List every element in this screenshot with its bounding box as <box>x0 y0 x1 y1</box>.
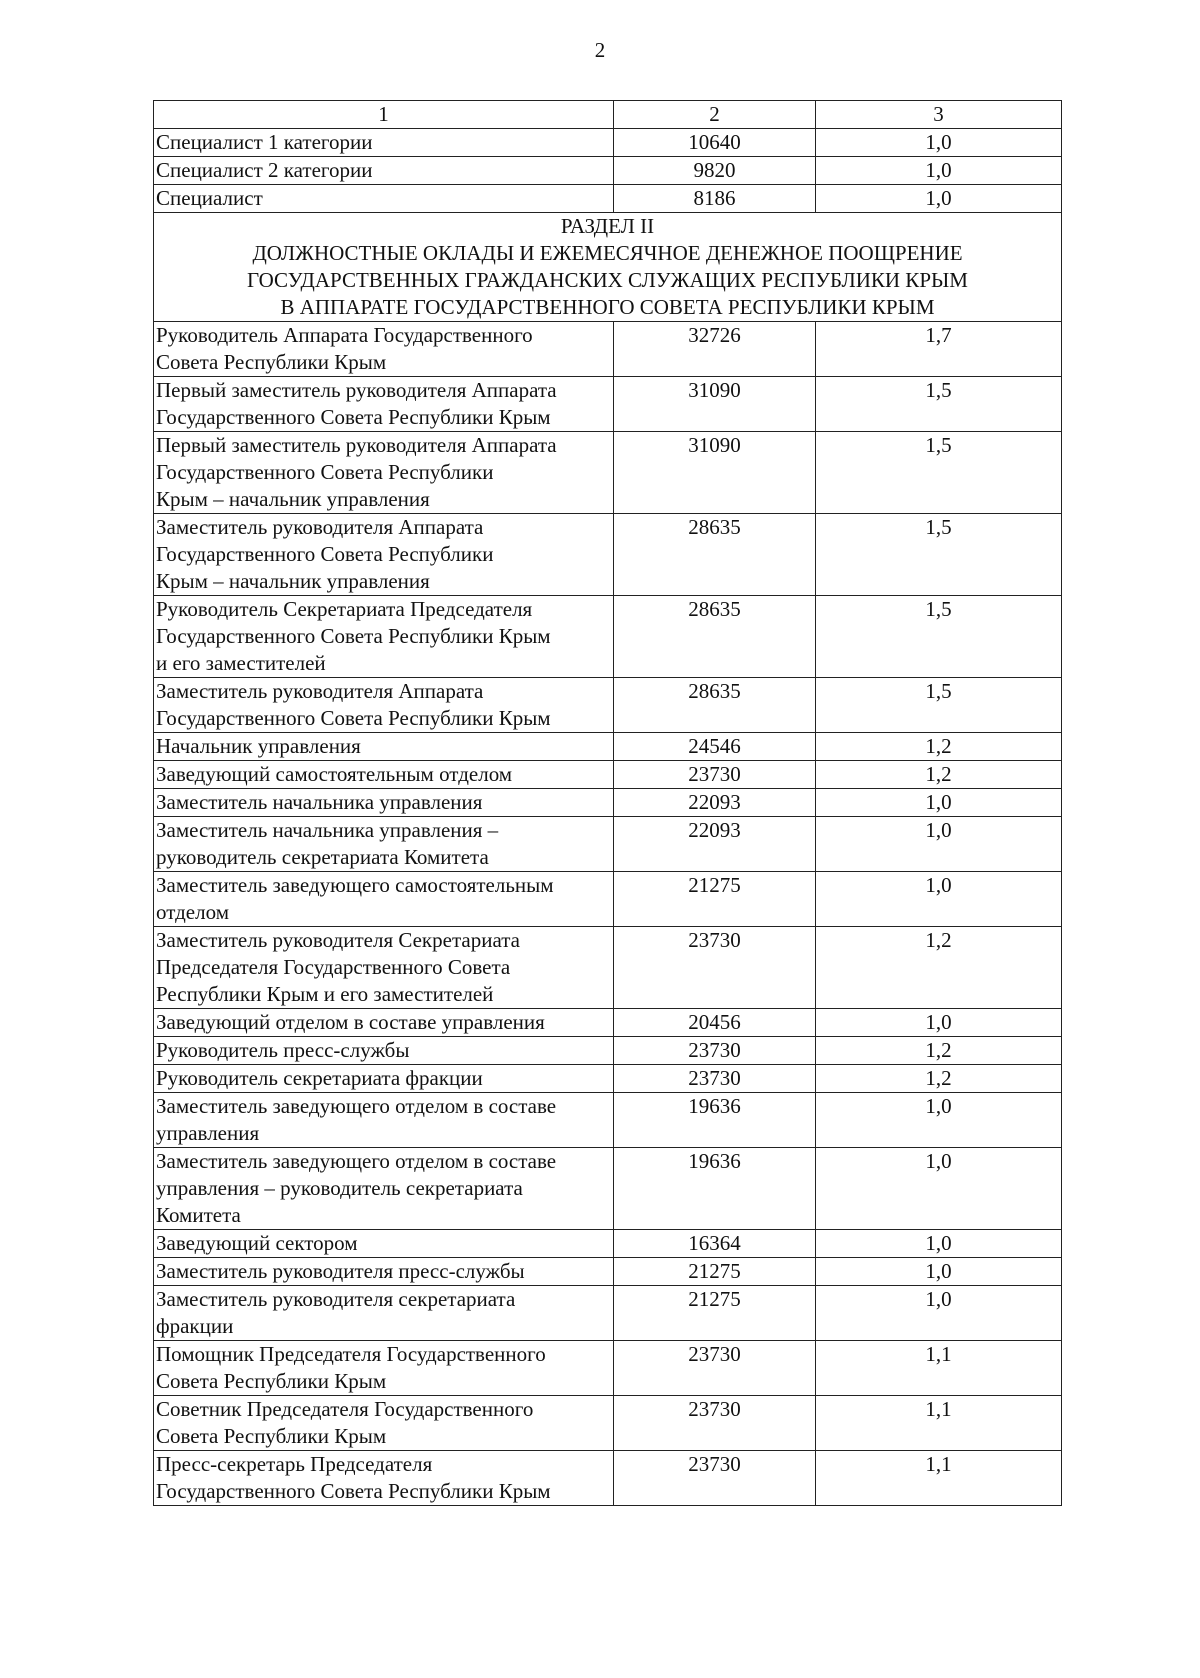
position-name: Специалист 1 категории <box>154 129 614 157</box>
position-name-line: Заместитель руководителя Аппарата <box>156 515 484 539</box>
position-name-line: Заместитель начальника управления <box>156 790 483 814</box>
position-name-line: управления <box>156 1121 260 1145</box>
coefficient-value: 1,5 <box>816 596 1062 678</box>
table-row <box>154 678 1062 733</box>
table-row <box>154 1286 1062 1341</box>
position-name <box>154 596 614 678</box>
position-name: Специалист <box>154 185 614 213</box>
position-name-line: Государственного Совета Республики Крым <box>156 405 551 429</box>
salary-value: 22093 <box>614 817 816 872</box>
table-row <box>154 761 1062 789</box>
salary-value: 21275 <box>614 872 816 927</box>
position-name-line: Государственного Совета Республики Крым <box>156 1479 551 1503</box>
salary-value: 28635 <box>614 596 816 678</box>
table-row <box>154 432 1062 514</box>
salary-value: 23730 <box>614 1341 816 1396</box>
position-name <box>154 1230 614 1258</box>
position-name-line: Первый заместитель руководителя Аппарата <box>156 378 557 402</box>
column-header-2: 2 <box>614 101 816 129</box>
position-name-line: Руководитель секретариата фракции <box>156 1066 483 1090</box>
page-number: 2 <box>594 38 606 62</box>
position-name <box>154 678 614 733</box>
salary-value: 23730 <box>614 1451 816 1506</box>
position-name <box>154 1037 614 1065</box>
position-name-line: Заместитель руководителя Аппарата <box>156 679 484 703</box>
position-name-line: Руководитель Секретариата Председателя <box>156 597 533 621</box>
salary-value: 23730 <box>614 761 816 789</box>
table-row <box>154 927 1062 1009</box>
salary-value: 24546 <box>614 733 816 761</box>
coefficient-value: 1,5 <box>816 514 1062 596</box>
position-name-line: Советник Председателя Государственного <box>156 1397 534 1421</box>
table-row <box>154 1065 1062 1093</box>
column-header-row <box>154 101 1062 129</box>
position-name-line: и его заместителей <box>156 651 326 675</box>
position-name: Специалист 2 категории <box>154 157 614 185</box>
position-name-line: отделом <box>156 900 229 924</box>
coefficient-value: 1,2 <box>816 761 1062 789</box>
position-name-line: Заместитель руководителя пресс-службы <box>156 1259 525 1283</box>
position-name-line: Заведующий сектором <box>156 1231 358 1255</box>
coefficient-value: 1,2 <box>816 1037 1062 1065</box>
coefficient-value: 1,0 <box>816 872 1062 927</box>
position-name-line: Руководитель пресс-службы <box>156 1038 410 1062</box>
table-row <box>154 1451 1062 1506</box>
salary-value: 23730 <box>614 927 816 1009</box>
salary-value: 28635 <box>614 514 816 596</box>
table-row <box>154 733 1062 761</box>
coefficient-value: 1,0 <box>816 129 1062 157</box>
salary-value: 32726 <box>614 322 816 377</box>
position-name-line: Заведующий самостоятельным отделом <box>156 762 513 786</box>
position-name <box>154 733 614 761</box>
position-name <box>154 1451 614 1506</box>
position-name-line: Заместитель заведующего самостоятельным <box>156 873 554 897</box>
position-name-line: Пресс-секретарь Председателя <box>156 1452 433 1476</box>
coefficient-value: 1,0 <box>816 1093 1062 1148</box>
table-row <box>154 1341 1062 1396</box>
salary-value: 8186 <box>614 185 816 213</box>
table-row <box>154 789 1062 817</box>
position-name-line: Государственного Совета Республики Крым <box>156 624 551 648</box>
coefficient-value: 1,2 <box>816 927 1062 1009</box>
position-name <box>154 927 614 1009</box>
salary-value: 20456 <box>614 1009 816 1037</box>
position-name-line: Помощник Председателя Государственного <box>156 1342 546 1366</box>
position-name <box>154 322 614 377</box>
coefficient-value: 1,0 <box>816 1230 1062 1258</box>
position-name-line: Заместитель руководителя Секретариата <box>156 928 520 952</box>
table-row <box>154 817 1062 872</box>
coefficient-value: 1,0 <box>816 817 1062 872</box>
salary-value: 9820 <box>614 157 816 185</box>
salary-value: 22093 <box>614 789 816 817</box>
table-row <box>154 872 1062 927</box>
position-name <box>154 1009 614 1037</box>
table-row <box>154 322 1062 377</box>
position-name <box>154 761 614 789</box>
column-header-1: 1 <box>154 101 614 129</box>
position-name <box>154 514 614 596</box>
position-name <box>154 1148 614 1230</box>
salary-value: 23730 <box>614 1065 816 1093</box>
position-name-line: Государственного Совета Республики Крым <box>156 706 551 730</box>
salary-value: 16364 <box>614 1230 816 1258</box>
position-name-line: Республики Крым и его заместителей <box>156 982 494 1006</box>
salary-value: 10640 <box>614 129 816 157</box>
coefficient-value: 1,0 <box>816 157 1062 185</box>
table-row <box>154 1258 1062 1286</box>
position-name-line: Заведующий отделом в составе управления <box>156 1010 545 1034</box>
table-row <box>154 185 1062 213</box>
position-name-line: Заместитель заведующего отделом в составе <box>156 1149 557 1173</box>
table-row <box>154 129 1062 157</box>
table-row <box>154 1148 1062 1230</box>
position-name <box>154 1065 614 1093</box>
position-name-line: Крым – начальник управления <box>156 487 430 511</box>
salary-value: 19636 <box>614 1093 816 1148</box>
position-name-line: Заместитель заведующего отделом в составе <box>156 1094 557 1118</box>
section-subtitle-line-3: В АППАРАТЕ ГОСУДАРСТВЕННОГО СОВЕТА РЕСПУБЛИКИ КРЫМ <box>280 295 935 319</box>
salary-value: 19636 <box>614 1148 816 1230</box>
position-name-line: Государственного Совета Республики <box>156 460 494 484</box>
position-name-line: Заместитель руководителя секретариата <box>156 1287 516 1311</box>
position-name <box>154 789 614 817</box>
table-row <box>154 1396 1062 1451</box>
table-body-top <box>154 129 1062 322</box>
position-name-line: Заместитель начальника управления – <box>156 818 499 842</box>
position-name-line: Руководитель Аппарата Государственного <box>156 323 533 347</box>
section-header <box>154 213 1062 322</box>
coefficient-value: 1,5 <box>816 432 1062 514</box>
position-name <box>154 1286 614 1341</box>
position-name <box>154 1396 614 1451</box>
table-row <box>154 1093 1062 1148</box>
position-name <box>154 432 614 514</box>
section-header-row <box>154 213 1062 322</box>
table-body-main <box>154 322 1062 1506</box>
coefficient-value: 1,0 <box>816 185 1062 213</box>
salary-value: 23730 <box>614 1037 816 1065</box>
position-name-line: Совета Республики Крым <box>156 1424 387 1448</box>
position-name-line: Государственного Совета Республики <box>156 542 494 566</box>
column-header-3: 3 <box>816 101 1062 129</box>
coefficient-value: 1,7 <box>816 322 1062 377</box>
position-name-line: Совета Республики Крым <box>156 350 387 374</box>
position-name <box>154 1258 614 1286</box>
table-row <box>154 1230 1062 1258</box>
position-name-line: Совета Республики Крым <box>156 1369 387 1393</box>
position-name <box>154 817 614 872</box>
section-title: РАЗДЕЛ II <box>560 214 655 238</box>
coefficient-value: 1,0 <box>816 789 1062 817</box>
coefficient-value: 1,1 <box>816 1341 1062 1396</box>
salary-value: 23730 <box>614 1396 816 1451</box>
position-name-line: управления – руководитель секретариата <box>156 1176 523 1200</box>
coefficient-value: 1,0 <box>816 1009 1062 1037</box>
table-row <box>154 377 1062 432</box>
salary-table <box>153 100 1062 1506</box>
section-subtitle-line-2: ГОСУДАРСТВЕННЫХ ГРАЖДАНСКИХ СЛУЖАЩИХ РЕСПУБЛИКИ КРЫМ <box>247 268 968 292</box>
position-name-line: Председателя Государственного Совета <box>156 955 511 979</box>
coefficient-value: 1,5 <box>816 377 1062 432</box>
table-row <box>154 1009 1062 1037</box>
coefficient-value: 1,0 <box>816 1148 1062 1230</box>
position-name <box>154 377 614 432</box>
coefficient-value: 1,2 <box>816 733 1062 761</box>
table-row <box>154 514 1062 596</box>
coefficient-value: 1,1 <box>816 1396 1062 1451</box>
coefficient-value: 1,5 <box>816 678 1062 733</box>
position-name <box>154 872 614 927</box>
salary-value: 21275 <box>614 1286 816 1341</box>
table-row <box>154 1037 1062 1065</box>
position-name-line: руководитель секретариата Комитета <box>156 845 489 869</box>
coefficient-value: 1,0 <box>816 1286 1062 1341</box>
salary-value: 31090 <box>614 432 816 514</box>
salary-value: 21275 <box>614 1258 816 1286</box>
position-name <box>154 1093 614 1148</box>
table-row <box>154 157 1062 185</box>
coefficient-value: 1,1 <box>816 1451 1062 1506</box>
position-name-line: фракции <box>156 1314 234 1338</box>
position-name <box>154 1341 614 1396</box>
coefficient-value: 1,2 <box>816 1065 1062 1093</box>
position-name-line: Крым – начальник управления <box>156 569 430 593</box>
salary-value: 28635 <box>614 678 816 733</box>
coefficient-value: 1,0 <box>816 1258 1062 1286</box>
table-row <box>154 596 1062 678</box>
position-name-line: Комитета <box>156 1203 241 1227</box>
section-subtitle-line-1: ДОЛЖНОСТНЫЕ ОКЛАДЫ И ЕЖЕМЕСЯЧНОЕ ДЕНЕЖНОЕ ПООЩРЕНИЕ <box>252 241 963 265</box>
salary-value: 31090 <box>614 377 816 432</box>
position-name-line: Первый заместитель руководителя Аппарата <box>156 433 557 457</box>
position-name-line: Начальник управления <box>156 734 361 758</box>
